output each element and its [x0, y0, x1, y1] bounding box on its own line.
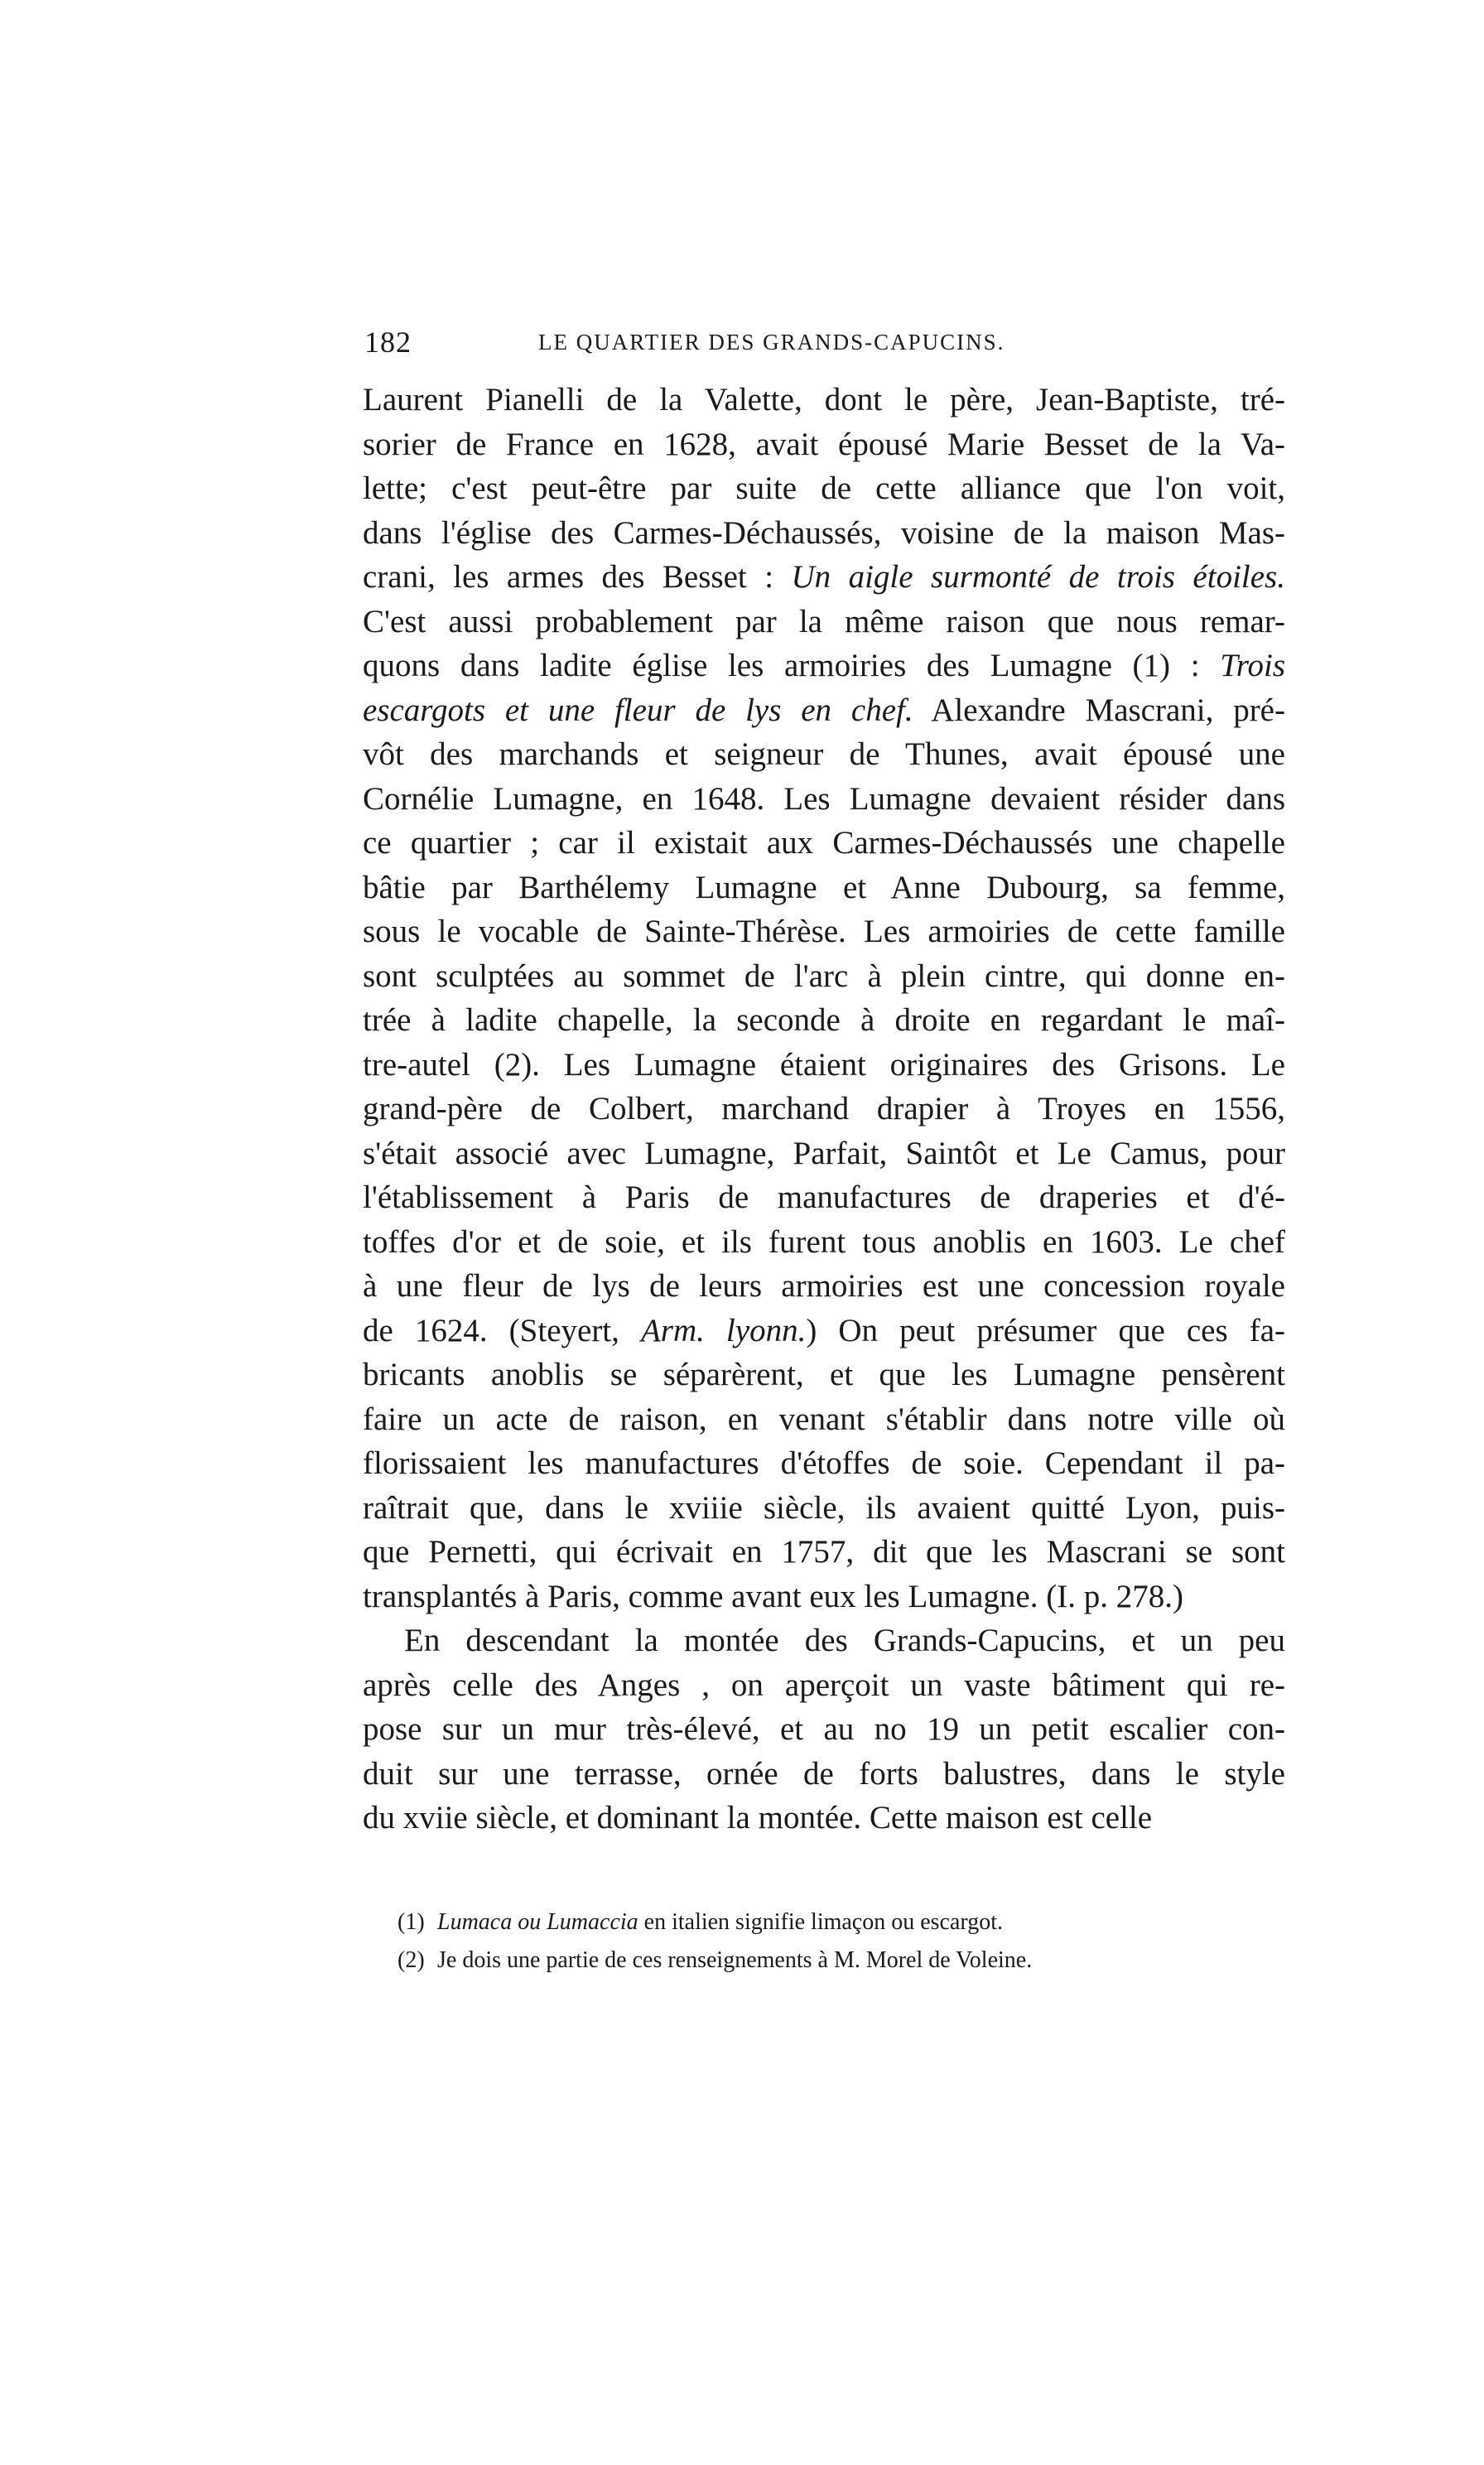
line-text: C'est aussi probablement par la même raison que nous remar-	[363, 603, 1285, 639]
text-line	[363, 1087, 1285, 1131]
text-line	[363, 511, 1285, 556]
text-line	[363, 378, 1285, 422]
text-line	[363, 1752, 1285, 1797]
line-text: transplantés à Paris, comme avant eux les Lumagne. (I. p. 278.)	[363, 1578, 1183, 1614]
text-line	[363, 1575, 1285, 1619]
line-text: raîtrait que, dans le xviiie siècle, ils avaient quitté Lyon, puis-	[363, 1489, 1285, 1526]
italic-text: Arm. lyonn.	[640, 1312, 807, 1348]
line-text: s'était associé avec Lumagne, Parfait, Saintôt et Le Camus, pour	[363, 1135, 1285, 1171]
text-line	[363, 1220, 1285, 1265]
text-line	[363, 777, 1285, 822]
text-line	[363, 1264, 1285, 1309]
line-text: bricants anoblis se séparèrent, et que les Lumagne pensèrent	[363, 1357, 1285, 1392]
line-text: après celle des Anges , on aperçoit un vaste bâtiment qui re-	[363, 1667, 1285, 1703]
line-text: sorier de France en 1628, avait épousé Marie Besset de la Va-	[363, 426, 1285, 462]
text-line	[363, 1043, 1285, 1088]
line-text: faire un acte de raison, en venant s'établir dans notre ville où	[363, 1401, 1285, 1437]
text-line	[363, 1663, 1285, 1708]
line-text: Alexandre Mascrani, pré-	[913, 692, 1285, 728]
line-text: quons dans ladite église les armoiries des Lumagne (1) :	[363, 648, 1221, 683]
text-line	[363, 1486, 1285, 1531]
footnote	[398, 1903, 1285, 1942]
line-text: ce quartier ; car il existait aux Carmes-Déchaussés une chapelle	[363, 825, 1285, 861]
footnote-italic: Lumaca ou Lumaccia	[437, 1909, 638, 1935]
text-line	[363, 1353, 1285, 1397]
italic-text: escargots et une fleur de lys en chef.	[363, 692, 913, 728]
line-text: sous le vocable de Sainte-Thérèse. Les armoiries de cette famille	[363, 914, 1285, 949]
footnote	[398, 1942, 1285, 1980]
text-line	[363, 909, 1285, 954]
text-line	[363, 1707, 1285, 1752]
text-line	[363, 1175, 1285, 1220]
text-line	[363, 1309, 1285, 1353]
footnote-number: (1)	[398, 1909, 425, 1935]
line-text: Cornélie Lumagne, en 1648. Les Lumagne devaient résider dans	[363, 780, 1285, 817]
line-text: florissaient les manufactures d'étoffes de soie. Cependant il pa-	[363, 1445, 1285, 1481]
line-text: tre-autel (2). Les Lumagne étaient originaires des Grisons. Le	[363, 1046, 1285, 1083]
line-text: que Pernetti, qui écrivait en 1757, dit que les Mascrani se sont	[363, 1534, 1285, 1570]
line-text: l'établissement à Paris de manufactures de draperies et d'é-	[363, 1179, 1285, 1215]
text-line	[363, 1530, 1285, 1575]
line-text: crani, les armes des Besset :	[363, 559, 792, 595]
line-text: ) On peut présumer que ces fa-	[806, 1312, 1285, 1348]
text-line	[363, 600, 1285, 644]
line-text: sont sculptées au sommet de l'arc à plein cintre, qui donne en-	[363, 958, 1285, 994]
line-text: trée à ladite chapelle, la seconde à droite en regardant le maî-	[363, 1002, 1285, 1038]
line-text: à une fleur de lys de leurs armoiries est une concession royale	[363, 1268, 1285, 1304]
running-title: LE QUARTIER DES GRANDS-CAPUCINS.	[538, 330, 1005, 355]
body-text	[363, 378, 1285, 1840]
line-text: pose sur un mur très-élevé, et au no 19 un petit escalier con-	[363, 1711, 1285, 1747]
text-line	[363, 821, 1285, 866]
line-text: bâtie par Barthélemy Lumagne et Anne Dubourg, sa femme,	[363, 869, 1285, 905]
line-text: vôt des marchands et seigneur de Thunes, avait épousé une	[363, 736, 1285, 772]
line-text: lette; c'est peut-être par suite de cette alliance que l'on voit,	[363, 470, 1285, 506]
line-text: toffes d'or et de soie, et ils furent tous anoblis en 1603. Le chef	[363, 1223, 1285, 1260]
line-text: Laurent Pianelli de la Valette, dont le père, Jean-Baptiste, tré-	[363, 382, 1285, 417]
text-line	[363, 1397, 1285, 1442]
text-line	[363, 998, 1285, 1043]
italic-text: Un aigle surmonté de trois étoiles.	[791, 559, 1285, 595]
line-text: grand-père de Colbert, marchand drapier à Troyes en 1556,	[363, 1091, 1285, 1126]
text-line	[363, 732, 1285, 777]
text-line	[363, 644, 1285, 688]
text-line	[363, 1796, 1285, 1840]
text-line	[363, 1618, 1285, 1663]
text-line	[363, 688, 1285, 733]
line-text: duit sur une terrasse, ornée de forts balustres, dans le style	[363, 1755, 1285, 1792]
footnotes	[398, 1903, 1285, 1980]
text-line	[363, 1441, 1285, 1486]
text-line	[363, 954, 1285, 999]
text-line	[363, 1131, 1285, 1176]
text-line	[363, 866, 1285, 910]
page-number: 182	[364, 326, 412, 359]
line-text: dans l'église des Carmes-Déchaussés, voisine de la maison Mas-	[363, 514, 1285, 551]
line-text: du xviie siècle, et dominant la montée. Cette maison est celle	[363, 1800, 1153, 1835]
line-text: de 1624. (Steyert,	[363, 1312, 641, 1348]
text-line	[363, 555, 1285, 600]
line-text: En descendant la montée des Grands-Capucins, et un peu	[404, 1623, 1285, 1658]
footnote-text: Je dois une partie de ces renseignements à M. Morel de Voleine.	[437, 1947, 1033, 1973]
text-line	[363, 422, 1285, 467]
footnote-number: (2)	[398, 1947, 425, 1973]
page-header	[364, 325, 1292, 366]
italic-text: Trois	[1220, 648, 1285, 683]
text-line	[363, 466, 1285, 511]
footnote-text: en italien signifie limaçon ou escargot.	[638, 1909, 1004, 1935]
